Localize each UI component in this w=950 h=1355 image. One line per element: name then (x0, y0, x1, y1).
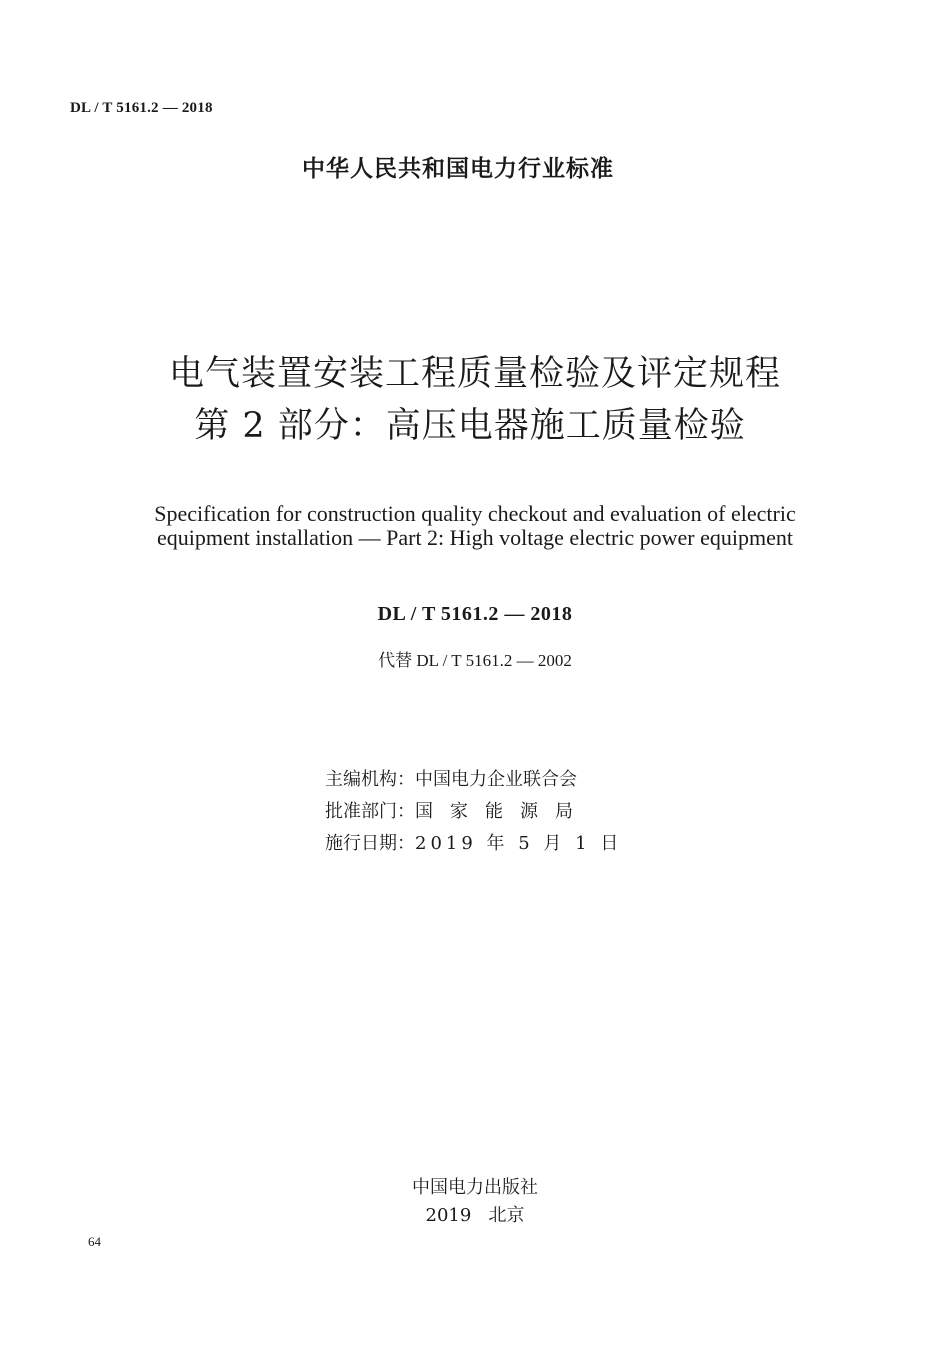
header-standard-code: DL / T 5161.2 — 2018 (70, 100, 213, 116)
page-number: 64 (88, 1234, 101, 1249)
editor-value: 中国电力企业联合会 (415, 769, 577, 790)
publisher-block (0, 1174, 950, 1230)
industry-standard-heading: 中华人民共和国电力行业标准 (302, 156, 614, 182)
chinese-title-line-1: 电气装置安装工程质量检验及评定规程 (168, 354, 781, 394)
effective-date-value: 2019 年 5 月 1 日 (415, 833, 623, 854)
approver-label: 批准部门： (325, 801, 415, 822)
effective-date-row (325, 828, 622, 860)
standard-code: DL / T 5161.2 — 2018 (377, 603, 573, 625)
approver-value: 国家能源局 (415, 801, 590, 822)
english-title-line-2: equipment installation — Part 2: High voltage electric power equipment (156, 525, 793, 550)
effective-date-label: 施行日期： (325, 833, 415, 854)
chinese-title (0, 348, 950, 452)
publisher-name: 中国电力出版社 (412, 1177, 538, 1198)
english-title-line-1: Specification for construction quality checkout and evaluation of electric (154, 501, 796, 526)
chinese-title-line-2: 第 2 部分：高压电器施工质量检验 (194, 406, 746, 446)
replaces-standard: 代替 DL / T 5161.2 — 2002 (378, 651, 572, 670)
editor-label: 主编机构： (325, 769, 415, 790)
editor-row (325, 764, 622, 796)
issuance-info (325, 764, 622, 860)
approver-row (325, 796, 622, 828)
english-title (0, 502, 950, 550)
publisher-year-city: 2019 北京 (425, 1205, 525, 1226)
